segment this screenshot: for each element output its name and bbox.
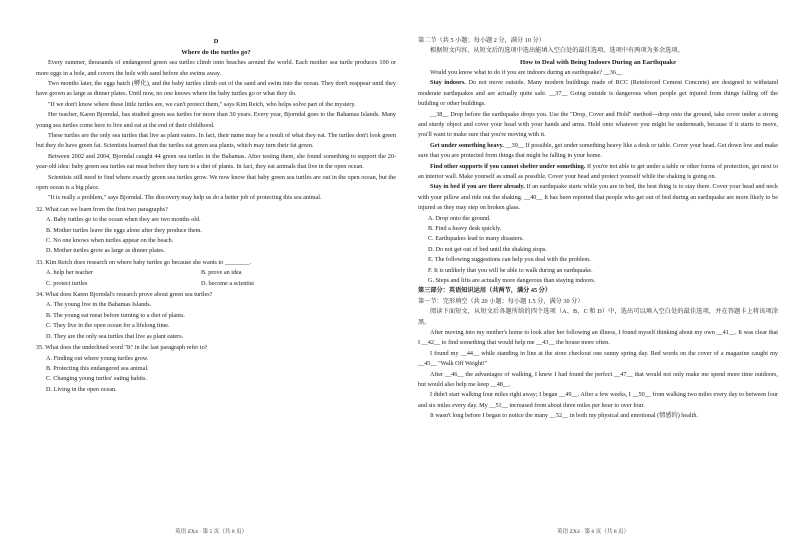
tip-text: If an earthquake starts while you are in bed, the best thing is to stay there. Cover your head and neck with your pillow and ride out the shaking. __40__ It has been reported that people who get out of bed during an earthquake are more likely to be injured as they may step on broken glass. bbox=[418, 183, 778, 212]
option-row bbox=[36, 279, 396, 289]
tip-paragraph bbox=[418, 110, 778, 141]
page-footer: 英语 ZX4 · 第 6 页（共 8 页） bbox=[557, 529, 630, 535]
tip-paragraph bbox=[418, 78, 778, 109]
question-option: B. prove an idea bbox=[201, 269, 242, 277]
passage-paragraph: "If we don't know where these little turtles are, we can't protect them," says Kim Reich, who helps solve part of the mystery. bbox=[48, 100, 356, 108]
cloze-paragraph: After moving into my mother's home to look after her following an illness, I found myself thinking about my own __41__. It was clear that I __42__ to find something that would help me __43__ the house more often. bbox=[418, 329, 778, 347]
passage-paragraph: Scientists still need to find where exactly green sea turtles grow. We now know that baby green sea turtles are out in the open ocean, but the open ocean is a big place. bbox=[36, 173, 396, 191]
answer-option: D. Do not get out of bed until the shaking stops. bbox=[428, 245, 547, 253]
section-line: 第一节：完形填空（共 20 小题；每小题 1.5 分，满分 30 分） bbox=[418, 297, 584, 305]
section-instruction: 阅读下面短文，从短文后各题所给的四个选项（A、B、C 和 D）中，选出可以填入空白处的最佳选项，并在答题卡上将该项涂黑。 bbox=[418, 308, 778, 326]
tip-text: If you're not able to get under a table or other forms of protection, get next to an interior wall. Make yourself as small as possible. Cover your head and protect yourself while the shaking is going on. bbox=[418, 162, 778, 180]
question-option: B. The young eat meat before turning to a diet of plants. bbox=[46, 311, 185, 319]
question-option: B. Mother turtles leave the eggs alone after they produce them. bbox=[46, 226, 203, 234]
question-option: D. Mother turtles grow as large as dinner plates. bbox=[46, 247, 166, 255]
question-option: D. Living in the open ocean. bbox=[46, 385, 117, 393]
passage-paragraph: These turtles are the only sea turtles that live as plant eaters. In fact, their name may be a result of what they eat. The turtles don't look green but they do have green fat. Scientists learned that the turtles eat green sea plants, which may turn their fat green. bbox=[36, 131, 396, 150]
question-option: D. They are the only sea turtles that live as plant eaters. bbox=[46, 332, 184, 340]
page-footer: 英语 ZX4 · 第 5 页（共 8 页） bbox=[175, 529, 248, 535]
passage-paragraph: Her teacher, Karen Bjorndal, has studied green sea turtles for more than 30 years. Every year, Bjorndal goes to the Bahamas Islands. Many young sea turtles come here to live and eat at the end of their childhood. bbox=[36, 111, 396, 129]
question-option: D. become a scientist bbox=[201, 279, 254, 287]
option-row bbox=[36, 268, 396, 278]
answer-option: A. Drop onto the ground. bbox=[428, 214, 491, 222]
question-option: C. protect turtles bbox=[46, 279, 88, 287]
passage-letter: D bbox=[213, 38, 219, 45]
question-option: C. Changing young turtles' eating habits. bbox=[46, 375, 147, 383]
tip-text: __39__ If possible, get under something heavy like a desk or table. Cover your head. Get down low and make sure that you are protected from things that might be falling in your home. bbox=[418, 141, 778, 160]
question-option: A. help her teacher bbox=[46, 269, 94, 277]
passage-paragraph: Between 2002 and 2004, Bjorndal caught 44 green sea turtles in the Bahamas. After testing them, she found something to support the 20-year-old idea: baby green sea turtles eat meat before they turn to a diet of plants. In fact, they eat animals that live in the open ocean. bbox=[36, 152, 396, 171]
answer-option: E. The following suggestions can help you deal with the problem. bbox=[428, 256, 591, 264]
answer-option: G. Steps and lifts are actually more dangerous than staying indoors. bbox=[428, 277, 596, 284]
question-stem: 34. What does Karen Bjorndal's research prove about green sea turtles? bbox=[36, 291, 213, 299]
question-option: A. Finding out where young turtles grow. bbox=[46, 354, 149, 362]
question-option: A. The young live in the Bahamas Islands. bbox=[46, 301, 152, 309]
passage-paragraph: Every summer, thousands of endangered green sea turtles climb onto beaches around the world. Each mother sea turtle produces 100 or more eggs in a hole, and covers the hole with sand before she swims away. bbox=[36, 59, 396, 77]
tip-lead: Stay indoors. bbox=[430, 79, 466, 87]
tip-lead: Get under something heavy. bbox=[430, 141, 504, 149]
question-stem: 35. What does the underlined word "It" in the last paragraph refer to? bbox=[36, 344, 208, 352]
question-option: C. No one knows when turtles appear on the beach. bbox=[46, 237, 174, 245]
question-option: C. They live in the open ocean for a lifelong time. bbox=[46, 322, 170, 330]
passage-paragraph: "It is really a problem," says Bjorndal. The discovery may help us do a better job of protecting this sea animal. bbox=[48, 194, 322, 202]
cloze-paragraph: I found my __44__ while standing in line at the store checkout one sunny spring day. Red words on the cover of a magazine caught my __45__ "Walk Off Weight!" bbox=[418, 349, 778, 368]
cloze-paragraph: After __46__ the advantages of walking, I knew I had found the perfect __47__ that would not only make me spend more time outdoors, but would also help me keep __48__. bbox=[418, 370, 778, 389]
left-page bbox=[36, 36, 396, 395]
question-option: B. Protecting this endangered sea animal. bbox=[46, 364, 149, 372]
right-page bbox=[418, 36, 778, 422]
tip-text: __38__ Drop before the earthquake drops you. Use the "Drop, Cover and Hold" method—drop onto the ground, take cover under a strong and sturdy object and cover your head with your hands and arms. Hold onto whatever you might be underneath, because if it starts to move, you'll want to make sure that you're moving with it. bbox=[418, 110, 778, 139]
cloze-paragraph: I didn't start walking four miles right away; I began __49__. After a few weeks, I __50__ from walking two miles every day to between four and six miles every day. My __51__ increased from about three miles per hour to over four. bbox=[418, 391, 778, 409]
tip-paragraph bbox=[418, 141, 778, 162]
question-stem: 33. Kim Reich does research on where baby turtles go because she wants to ________. bbox=[36, 258, 252, 266]
answer-option: F. It is unlikely that you will be able to walk during an earthquake. bbox=[428, 266, 593, 274]
question-option: A. Baby turtles go to the ocean when they are two months old. bbox=[46, 216, 201, 224]
tip-lead: Stay in bed if you are there already. bbox=[430, 183, 525, 191]
answer-option: C. Earthquakes lead to many disasters. bbox=[428, 235, 524, 243]
tip-paragraph bbox=[418, 162, 778, 183]
part-heading: 第三部分：英语知识运用（共两节，满分 45 分） bbox=[418, 287, 552, 295]
passage-title: Where do the turtles go? bbox=[181, 49, 251, 57]
section-line: 第二节（共 5 小题；每小题 2 分，满分 10 分） bbox=[418, 37, 545, 44]
cloze-paragraph: It wasn't long before I began to notice the many __52__ in both my physical and emotional (情感的) health. bbox=[430, 412, 698, 420]
tip-paragraph bbox=[418, 182, 778, 213]
tip-lead: Find other supports if you cannot shelter under something. bbox=[430, 162, 586, 170]
question-stem: 32. What can we learn from the first two paragraphs? bbox=[36, 205, 168, 213]
tip-text: Do not move outside. Many modern buildings made of RCC (Reinforced Cement Concrete) are designed to withstand moderate earthquakes and are actually quite safe. __37__ Going outside is dangerous when people get injured from things falling off the building or other buildings. bbox=[418, 79, 778, 108]
answer-option: B. Find a heavy desk quickly. bbox=[428, 224, 502, 232]
passage-title: How to Deal with Being Indoors During an Earthquake bbox=[519, 58, 677, 66]
passage-intro: Would you know what to do if you are indoors during an earthquake? __36__ bbox=[430, 68, 623, 76]
passage-paragraph: Two months later, the eggs hatch (孵化), and the baby turtles climb out of the sand and swim into the ocean. They don't reappear until they have grown as large as dinner plates. Until now, no one knows where the baby turtles go or what they do. bbox=[36, 79, 396, 98]
section-instruction: 根据短文内容，从短文后的选项中选出能填入空白处的最佳选项。选项中有两项为多余选项。 bbox=[430, 47, 684, 55]
